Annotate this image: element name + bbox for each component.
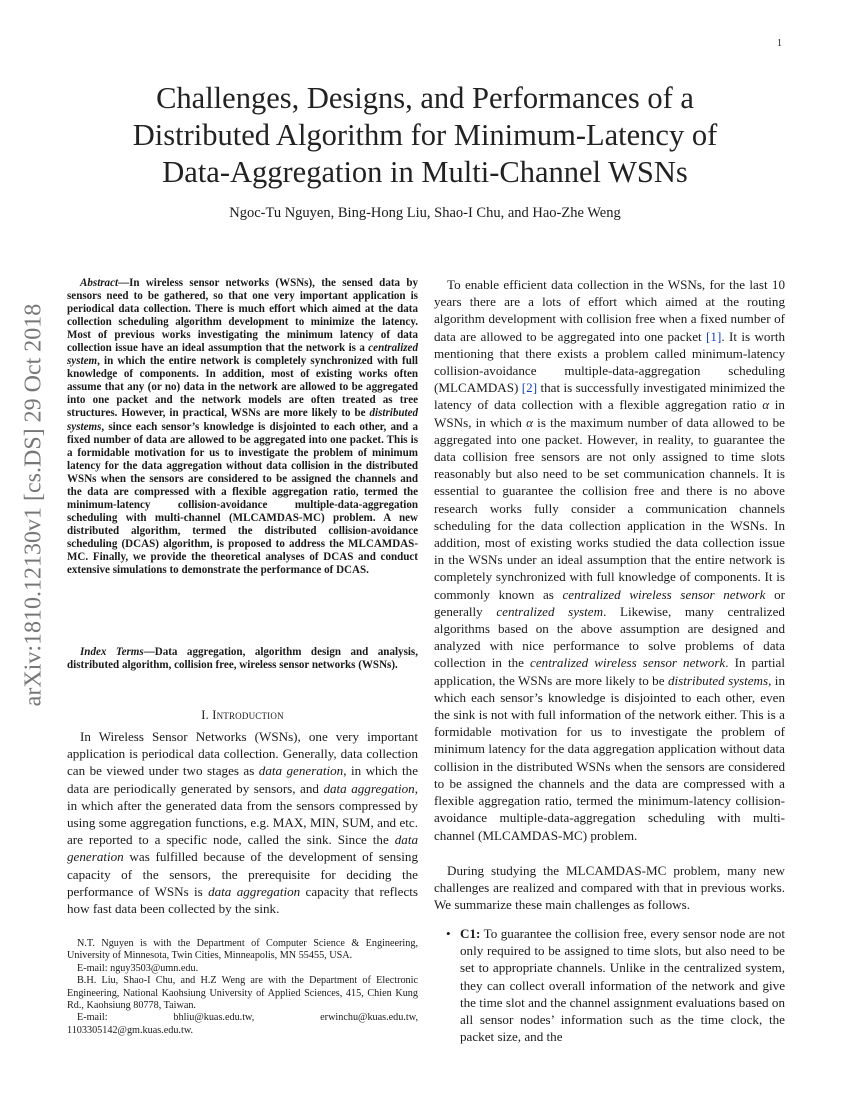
body-text: was fulfilled because of the development of sensing capacity of the sensors, the prerequisite for deciding the performance of WSNs is [67,849,418,899]
footnote-email-row [67,1012,418,1024]
email-link[interactable]: bhliu@kuas.edu.tw, [173,1012,255,1024]
title-line: Distributed Algorithm for Minimum-Latency of [132,118,718,152]
body-text: In Wireless Sensor Networks (WSNs), one very important application is periodical data collection. Generally, data collection can be viewed under two stages as [67,729,418,779]
email-link[interactable]: 1103305142@gm.kuas.edu.tw. [67,1024,194,1036]
bullet-icon: • [446,926,451,941]
emphasis-text: centralized wireless sensor network [530,655,726,671]
emphasis-text: centralized wireless sensor network [562,586,766,602]
title-line: Data-Aggregation in Multi-Channel WSNs [162,155,688,189]
math-symbol: α [762,397,770,413]
abstract-text: , since each sensor’s knowledge is disjointed to each other, and a fixed number of data are allowed to be aggregated into one packet. This is a formidable motivation for us to investigate the problem of minimum latency for the data aggregation without data collision in the distributed WSNs when the sensors are considered to be assigned the channels and the data are compressed with a flexible aggregation ratio, termed the minimum-latency collision-avoidance multiple-data-aggregation scheduling with multi-channel (MLCAMDAS-MC) problem. A new distributed algorithm, termed the distributed collision-avoidance scheduling (DCAS) algorithm, is proposed to address the MLCAMDAS-MC. Finally, we provide the theoretical analyses of DCAS and conduct extensive simulations to demonstrate the performance of DCAS. [67,420,418,577]
body-text: To enable efficient data collection in the WSNs, for the last [447,277,772,292]
affiliation-footnotes [67,938,418,1037]
body-text: , in which each sensor’s knowledge is disjointed to each other, even the sink is not with full information of the network either. This is a formidable motivation for us to investigate the problem of minimum latency for the data aggregation application without data collision in the distributed WSNs when the sensors are considered to be assigned the channels and the data are compressed with a flexible aggregation ratio, termed the minimum-latency collision-avoidance multiple-data-aggregation scheduling with multi-channel (MLCAMDAS-MC) problem. [434,672,785,843]
section-number: I. [201,708,213,722]
body-text: . Likewise, many centralized algorithms based on the above assumption are designed and analyzed with nice performance to solve problems of data collection in the [434,603,785,671]
index-terms [67,646,418,672]
challenge-text: To guarantee the collision free, every sensor node are not only required to be assigned to time slots, but also need to be set to appropriate channels. Unlike in the centralized system, they can collect overall information of the network and give the time slot and the channel assignment evaluations based on all sensor nodes’ information such as the time clock, the packet size, and the [460,926,785,1045]
emphasis-text: centralized system [496,603,604,619]
email-link[interactable]: erwinchu@kuas.edu.tw, [320,1012,418,1024]
body-text: , in which after the generated data from the sensors compressed by using some aggregation functions, e.g. MAX, MIN, SUM, and etc. are reported to a specific node, called the sink. Since the [67,780,419,848]
section-title: Introduction [212,708,284,722]
section-heading [67,708,418,723]
body-text: , in which the data are periodically generated by sensors, and [67,763,419,796]
emphasis-text: data aggregation [323,780,415,796]
challenge-label: C1: [460,926,481,941]
number-text: 10 [771,277,785,292]
citation-link[interactable]: [2] [521,380,538,396]
email-label: E-mail: [77,1012,108,1024]
index-terms-text: —Data aggregation, algorithm design and analysis, distributed algorithm, collision free, wireless sensor networks (WSNs). [67,646,418,672]
body-text: is the maximum number of data allowed to be aggregated into one packet. However, in reality, to guarantee the data collision free sensors are not only assigned to time slots reasonably but also need to be set communication channels. It is essential to guarantee the collision free and there is no above research works fully consider a communication channels scheduling for the data collection application in the WSNs. In addition, most of existing works studied the data collection issue in the WSNs under an ideal assumption that the entire network is completely synchronized with full knowledge of components. It is commonly known as [434,414,785,602]
title-line: Challenges, Designs, and Performances of a [156,81,694,115]
abstract-emphasis: centralized system [67,342,418,368]
introduction-paragraph [67,728,418,917]
emphasis-text: data generation [67,832,418,865]
math-symbol: α [526,414,534,430]
abstract-label: Abstract [80,277,119,289]
footnote: N.T. Nguyen is with the Department of Computer Science & Engineering, University of Minnesota, Twin Cities, Minneapolis, MN 55455, USA. [67,938,418,962]
citation-link[interactable]: [1] [706,328,722,344]
body-text: in WSNs, in which [434,397,785,430]
abstract [67,277,418,577]
abstract-text: , in which the entire network is completely synchronized with full knowledge of components. In addition, most of existing works often assume that any (or no) data in the network are allowed to be aggregated into one packet and the network models are often treated as tree structures. However, in practical, WSNs are more likely to be [67,355,418,420]
body-text: that is successfully investigated minimized the latency of data collection with a flexible aggregation ratio [434,380,785,413]
body-text: . It is worth mentioning that there exists a problem called minimum-latency collision-avoidance multiple-data-aggregation scheduling (MLCAMDAS) [434,328,786,396]
abstract-text: —In wireless sensor networks (WSNs), the sensed data by sensors need to be gathered, so that one very important application is periodical data collection. There is much effort which aimed at the data collection scheduling algorithm development to minimize the latency. Most of previous works investigating the minimum latency of data collection issue have an ideal assumption that the network is a [67,277,418,355]
list-item [434,925,785,1045]
index-terms-label: Index Terms [80,646,144,658]
paper-title [60,80,790,191]
footnote: B.H. Liu, Shao-I Chu, and H.Z Weng are with the Department of Electronic Engineering, National Kaohsiung University of Applied Sciences, 415, Chien Kung Rd., Kaohsiung 80778, Taiwan. [67,975,418,1012]
body-text: years there are a lots of effort which aimed at the routing algorithm development with collision free when a fixed number of data are allowed to be aggregated into one packet [434,294,785,344]
footnote-email: E-mail: nguy3503@umn.edu. [77,962,199,974]
emphasis-text: data generation [258,763,344,779]
arxiv-identifier-stamp: arXiv:1810.12130v1 [cs.DS] 29 Oct 2018 [20,303,47,707]
emphasis-text: data aggregation [208,883,301,899]
emphasis-text: distributed systems [667,672,769,688]
body-text: capacity that reflects how fast data been collected by the sink. [67,883,418,917]
body-paragraph [434,276,785,844]
page-number: 1 [777,38,782,49]
body-text: . In partial application, the WSNs are more likely to be [434,655,785,688]
abstract-emphasis: distributed systems [67,407,418,433]
body-paragraph: During studying the MLCAMDAS-MC problem, many new challenges are realized and compared with that in previous works. We summarize these main challenges as follows. [434,863,785,913]
body-text: or generally [434,586,785,619]
author-list: Ngoc-Tu Nguyen, Bing-Hong Liu, Shao-I Chu, and Hao-Zhe Weng [229,205,621,221]
challenge-list [434,925,785,1045]
